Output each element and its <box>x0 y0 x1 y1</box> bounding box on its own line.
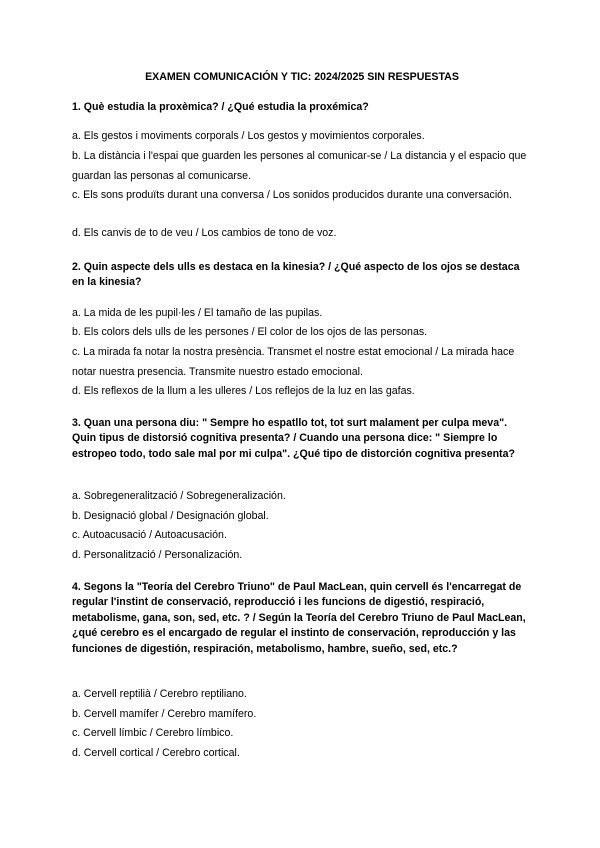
option-3d: d. Personalització / Personalización. <box>72 549 243 561</box>
option-4c: c. Cervell límbic / Cerebro límbico. <box>72 727 234 739</box>
option-1d: d. Els canvis de to de veu / Los cambios de tono de voz. <box>72 227 337 239</box>
option-4d: d. Cervell cortical / Cerebro cortical. <box>72 747 240 759</box>
question-4: 4. Segons la "Teoría del Cerebro Triuno" de Paul MacLean, quin cervell és l'encarregat de regular l'instint de conservació, reproducció i les funcions de digestió, respiració, metabolisme, gana, son, sed, etc. ? / Según la Teoría del Cerebro Triuno de Paul MacLean, ¿qué cerebro es el encargado de regular el instinto de conservación, reproducción y las funciones de digestión, respiración, metabolismo, hambre, sueño, sed, etc.? <box>72 581 526 655</box>
option-2b: b. Els colors dels ulls de les persones / El color de los ojos de las personas. <box>72 326 428 338</box>
page-title: EXAMEN COMUNICACIÓN Y TIC: 2024/2025 SIN RESPUESTAS <box>145 71 459 83</box>
question-3: 3. Quan una persona diu: " Sempre ho espatllo tot, tot surt malament per culpa meva". Quin tipus de distorsió cognitiva presenta? / Cuando una persona dice: " Siempre lo estropeo todo, todo sale mal por mi culpa". ¿Qué tipo de distorción cognitiva presenta? <box>72 417 515 460</box>
option-3a: a. Sobregeneralització / Sobregeneralización. <box>72 490 286 502</box>
option-1c: c. Els sons produïts durant una conversa / Los sonidos producidos durante una conversación. <box>72 189 512 201</box>
option-1b: b. La distància i l'espai que guarden les persones al comunicar-se / La distancia y el espacio que guardan las personas al comunicarse. <box>72 150 527 182</box>
option-3b: b. Designació global / Designación global. <box>72 510 269 522</box>
option-4a: a. Cervell reptilià / Cerebro reptiliano. <box>72 688 247 700</box>
question-2: 2. Quin aspecte dels ulls es destaca en la kinesia? / ¿Qué aspecto de los ojos se destaca en la kinesia? <box>72 261 520 289</box>
option-3c: c. Autoacusació / Autoacusación. <box>72 529 227 541</box>
option-4b: b. Cervell mamífer / Cerebro mamífero. <box>72 708 257 720</box>
option-2a: a. La mida de les pupil·les / El tamaño de las pupilas. <box>72 307 323 319</box>
option-1a: a. Els gestos i moviments corporals / Los gestos y movimientos corporales. <box>72 130 425 142</box>
question-1: 1. Què estudia la proxèmica? / ¿Qué estudia la proxémica? <box>72 101 369 113</box>
option-2c: c. La mirada fa notar la nostra presència. Transmet el nostre estat emocional / La mirada hace notar nuestra presencia. Transmite nuestro estado emocional. <box>72 346 515 378</box>
option-2d: d. Els reflexos de la llum a les ulleres / Los reflejos de la luz en las gafas. <box>72 385 415 397</box>
